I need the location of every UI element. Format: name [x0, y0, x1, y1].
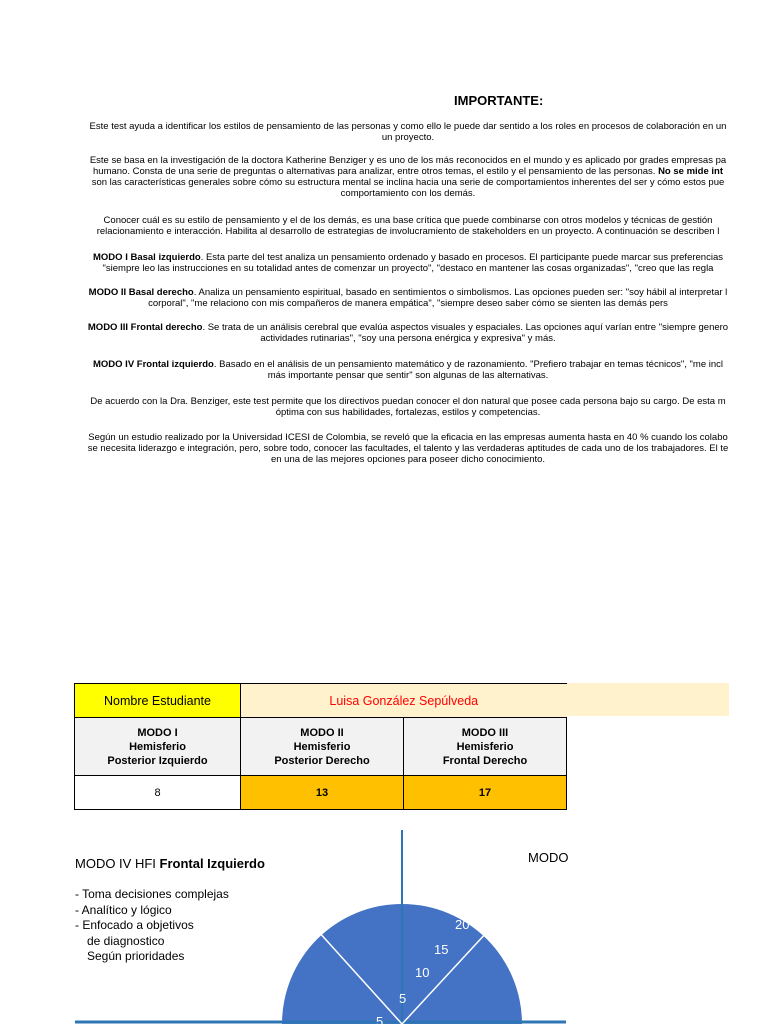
- paragraph-line: en una de las mejores opciones para poseer dicho conocimiento.: [270, 454, 546, 465]
- paragraph: [0, 359, 768, 381]
- paragraph-line: corporal", "me relaciono con mis compañeros de manera empática", "siempre deseo saber cómo se sienten las demás pers: [148, 298, 668, 309]
- list-item: - Enfocado a objetivos: [75, 918, 194, 932]
- paragraph: [0, 432, 768, 465]
- paragraph-line: actividades rutinarias", "soy una persona enérgica y expresiva" y más.: [260, 333, 556, 344]
- header-modo-2: MODO II Hemisferio Posterior Derecho: [241, 718, 404, 776]
- paragraph: [0, 121, 768, 143]
- mode-4-list: [75, 887, 229, 965]
- name-label-cell: Nombre Estudiante: [75, 684, 241, 718]
- paragraph: [0, 252, 768, 274]
- header-modo-3: MODO III Hemisferio Frontal Derecho: [404, 718, 567, 776]
- paragraph-line: MODO III Frontal derecho. Se trata de un análisis cerebral que evalúa aspectos visuales y espaciales. Las opciones aquí varían entre "siempre genero: [87, 322, 729, 333]
- paragraph-line: comportamiento con los demás.: [340, 188, 476, 199]
- page-title: IMPORTANTE:: [454, 93, 544, 108]
- student-name-extension: [566, 683, 729, 716]
- value-modo-1: 8: [75, 776, 241, 810]
- scale-label-15: 15: [434, 942, 449, 957]
- value-modo-2: 13: [241, 776, 404, 810]
- paragraph-line: más importante pensar que sentir" son algunas de las alternativas.: [267, 370, 549, 381]
- paragraph: [0, 155, 768, 199]
- paragraph-line: Este se basa en la investigación de la doctora Katherine Benziger y es uno de los más reconocidos en el mundo y es aplicado por grades empresas pa: [89, 155, 727, 166]
- list-item: de diagnostico: [87, 933, 165, 948]
- mode-1-label: MODO: [528, 850, 569, 865]
- paragraph: [0, 215, 768, 237]
- paragraph: [0, 396, 768, 418]
- paragraph-line: humano. Consta de una serie de preguntas o alternativas para analizar, entre otros temas, el estilo y el pensamiento de las personas. No se mide int: [93, 166, 723, 177]
- paragraph-line: relacionamiento e interacción. Habilita al desarrollo de estrategias de involucramiento de stakeholders en un proyecto. A continuación se describen l: [96, 226, 720, 237]
- paragraph-line: De acuerdo con la Dra. Benziger, este test permite que los directivos puedan conocer el don natural que posee cada persona bajo su cargo. De esta m: [90, 396, 726, 407]
- paragraph-line: se necesita liderazgo e integración, pero, sobre todo, conocer las facultades, el talento y las verdaderas aptitudes de cada uno de los trabajadores. El te: [87, 443, 729, 454]
- paragraph-line: MODO II Basal derecho. Analiza un pensamiento espiritual, basado en sentimientos o simbolismos. Las opciones pueden ser: "soy hábil al interpretar l: [88, 287, 728, 298]
- paragraph-line: Este test ayuda a identificar los estilos de pensamiento de las personas y como ello le puede dar sentido a los roles en procesos de colaboración en un: [89, 121, 727, 132]
- paragraph-line: Según un estudio realizado por la Universidad ICESI de Colombia, se reveló que la eficacia en las empresas aumenta hasta en 40 % cuando los colabo: [88, 432, 728, 443]
- paragraph-line: son las características generales sobre cómo su estructura mental se inclina hacia una serie de comportamientos inherentes del ser y cómo estos pue: [91, 177, 725, 188]
- results-table: [74, 683, 567, 810]
- paragraph: [0, 287, 768, 309]
- header-modo-1: MODO I Hemisferio Posterior Izquierdo: [75, 718, 241, 776]
- list-item: - Toma decisiones complejas: [75, 887, 229, 901]
- scale-label-10: 10: [415, 965, 430, 980]
- scale-label-5-left: 5: [376, 1014, 384, 1029]
- paragraph-line: óptima con sus habilidades, fortalezas, estilos y competencias.: [275, 407, 541, 418]
- paragraph-line: Conocer cuál es su estilo de pensamiento y el de los demás, es una base crítica que puede combinarse con otros modelos y técnicas de gestión: [103, 215, 713, 226]
- paragraph-line: MODO IV Frontal izquierdo. Basado en el análisis de un pensamiento matemático y de razonamiento. "Prefiero trabajar en temas técnicos", "me incl: [92, 359, 723, 370]
- scale-label-5: 5: [399, 991, 407, 1006]
- mode-4-title: MODO IV HFI Frontal Izquierdo: [75, 856, 265, 871]
- paragraph-line: "siempre leo las instrucciones en su totalidad antes de comenzar un proyecto", "destaco en mantener las cosas organizadas", "creo que las regla: [102, 263, 714, 274]
- scale-label-20: 20: [455, 917, 470, 932]
- paragraph-line: un proyecto.: [381, 132, 435, 143]
- paragraph: [0, 322, 768, 344]
- value-modo-3: 17: [404, 776, 567, 810]
- list-item: Según prioridades: [87, 949, 185, 963]
- list-item: - Analítico y lógico: [75, 902, 172, 917]
- student-name-cell: Luisa González Sepúlveda: [241, 684, 567, 718]
- paragraph-line: MODO I Basal izquierdo. Esta parte del test analiza un pensamiento ordenado y basado en procesos. El participante puede marcar sus preferencias: [93, 252, 723, 263]
